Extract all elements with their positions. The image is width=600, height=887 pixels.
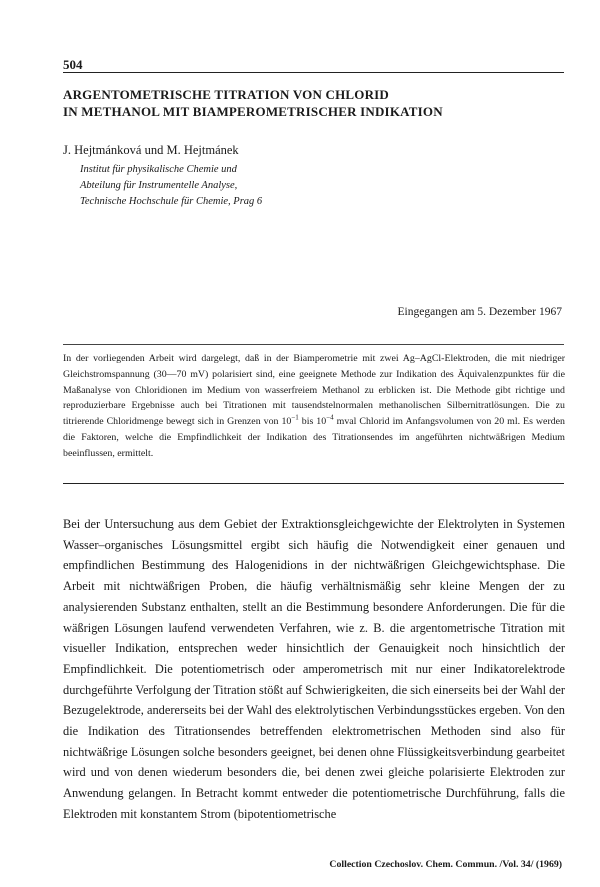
abstract-text-3: mval Chlorid im Anfangsvolumen von 20 ml. Es werden die Faktoren, welche die Empfindlichkeit der Indikation des Titrationsendes im angeführten nichtwäßrigen Medium beeinflussen, ermittelt.	[63, 416, 565, 459]
received-date: Eingegangen am 5. Dezember 1967	[397, 306, 562, 318]
abstract	[63, 351, 565, 462]
abstract-text-2: bis 10	[298, 416, 327, 428]
title-line-1: ARGENTOMETRISCHE TITRATION VON CHLORID	[63, 87, 390, 102]
abstract-bottom-rule	[63, 483, 564, 484]
affiliation	[80, 162, 262, 210]
affiliation-line-3: Technische Hochschule für Chemie, Prag 6	[80, 196, 263, 207]
page-number: 504	[63, 57, 83, 72]
journal-footer: Collection Czechoslov. Chem. Commun. /Vol. 34/ (1969)	[329, 859, 562, 870]
body-paragraph: Bei der Untersuchung aus dem Gebiet der Extraktionsgleichgewichte der Elektrolyten in Systemen Wasser–organisches Lösungsmittel ergibt sich häufig die Notwendigkeit einer genauen und empfindlichen Bestimmung des Halogenidions in der nichtwäßrigen Gleichgewichtsphase. Die Arbeit mit nichtwäßrigen Proben, die häufig verhältnismäßig sehr kleine Mengen der zu analysierenden Substanz enthalten, stellt an die Bestimmung besondere Anforderungen. Die für die wäßrigen Lösungen laufend verwendeten Verfahren, wie z. B. die argentometrische Titration mit visueller Indikation, entsprechen weder hinsichtlich der Genauigkeit noch hinsichtlich der Empfindlichkeit. Die potentiometrisch oder amperometrisch mit nur einer Indikatorelektrode durchgeführte Verfolgung der Titration stößt auf Schwierigkeiten, die sich einerseits bei der Wahl der Bezugelektrode, andererseits bei der Wahl des elektrolytischen Verbindungsstückes ergeben. Von den die Indikation des Titrationsendes betreffenden elektrometrischen Methoden sind also für nichtwäßrige Lösungen solche besonders geeignet, bei denen ohne Flüssigkeitsverbindung gearbeitet wird und von denen wiederum besonders die, bei denen zwei gleiche polarisierte Elektroden zur Anwendung gelangen. In Betracht kommt entweder die potentiometrische Durchführung, falls die Elektroden mit konstantem Strom (bipotentiometrische	[63, 517, 565, 821]
abstract-top-rule	[63, 344, 564, 345]
header-rule	[63, 72, 564, 73]
abstract-text-1: In der vorliegenden Arbeit wird dargelegt, daß in der Biamperometrie mit zwei Ag–AgCl-Elektroden, die mit niedriger Gleichstromspannung (30—70 mV) polarisiert sind, eine geeignete Methode zur Indikation des Äquivalenzpunktes für die Maßanalyse von Chloridionen im Medium von wasserfreiem Methanol zu erblicken ist. Die Methode gibt richtige und reproduzierbare Ergebnisse auch bei Titrationen mit tausendstelnormalen methanolischen Silbernitratlösungen. Die zu titrierende Chloridmenge bewegt sich in Grenzen von 10	[63, 353, 565, 428]
article-title	[63, 86, 563, 120]
abstract-exponent-1: −1	[291, 413, 299, 422]
abstract-exponent-2: −4	[326, 413, 334, 422]
affiliation-line-1: Institut für physikalische Chemie und	[80, 164, 237, 175]
affiliation-line-2: Abteilung für Instrumentelle Analyse,	[80, 180, 238, 191]
authors: J. Hejtmánková und M. Hejtmánek	[63, 143, 239, 157]
title-line-2: IN METHANOL MIT BIAMPEROMETRISCHER INDIKATION	[63, 104, 443, 119]
